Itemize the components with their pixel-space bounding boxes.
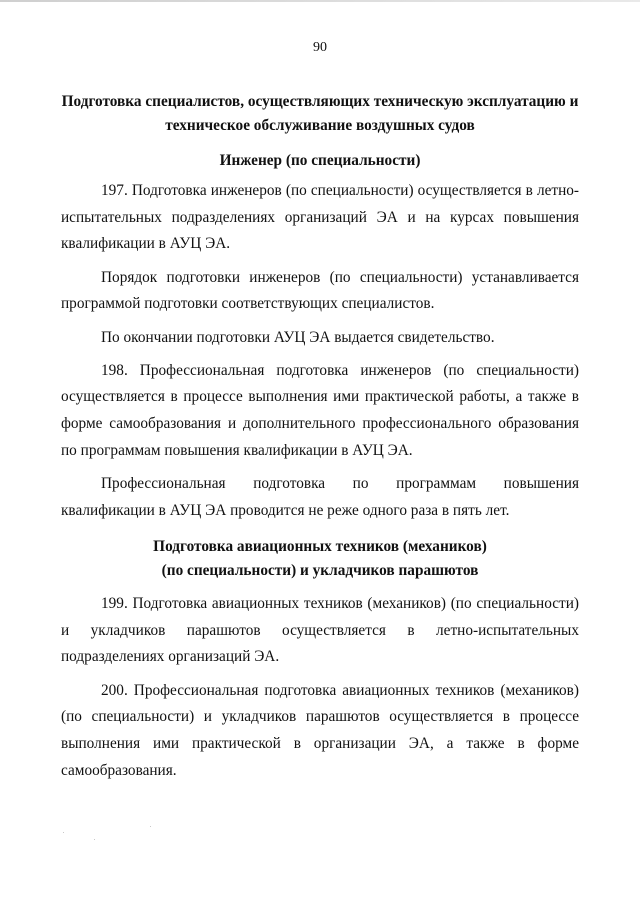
main-heading-line-2: техническое обслуживание воздушных судов <box>165 117 475 134</box>
section-heading-technicians-line-1: Подготовка авиационных техников (механиков) <box>153 538 487 555</box>
section-technicians-body <box>61 591 579 784</box>
paragraph-200: 200. Профессиональная подготовка авиационных техников (механиков) (по специальности) и укладчиков парашютов осуществляется в процессе выполнения ими практической в организации ЭА, а также в форме самообразования. <box>61 681 579 779</box>
paragraph-199: 199. Подготовка авиационных техников (механиков) (по специальности) и укладчиков парашютов осуществляется в летно-испытательных подразделениях организаций ЭА. <box>61 595 579 666</box>
paragraph-procedure: Порядок подготовки инженеров (по специальности) устанавливается программой подготовки соответствующих специалистов. <box>61 268 579 313</box>
paragraph-198: 198. Профессиональная подготовка инженеров (по специальности) осуществляется в процессе выполнения ими практической работы, а также в форме самообразования и дополнительного профессионального образования по программам повышения квалификации в АУЦ ЭА. <box>61 361 579 459</box>
section-engineer-body <box>61 178 579 524</box>
page-number: 90 <box>313 40 327 55</box>
scan-speck <box>94 839 95 840</box>
main-heading-line-1: Подготовка специалистов, осуществляющих техническую эксплуатацию и <box>61 93 579 110</box>
paragraph-certificate: По окончании подготовки АУЦ ЭА выдается свидетельство. <box>101 328 495 346</box>
section-heading-technicians <box>61 535 579 583</box>
paragraph-197: 197. Подготовка инженеров (по специальности) осуществляется в летно-испытательных подразделениях организаций ЭА и на курсах повышения квалификации в АУЦ ЭА. <box>61 182 579 253</box>
main-heading <box>61 90 579 138</box>
scan-edge-line <box>0 0 640 2</box>
scan-speck <box>150 826 151 827</box>
scan-speck <box>63 832 64 833</box>
section-heading-engineer <box>61 149 579 173</box>
section-heading-technicians-line-2: (по специальности) и укладчиков парашютов <box>161 562 479 579</box>
section-heading-engineer-text: Инженер (по специальности) <box>219 152 421 169</box>
paragraph-periodicity: Профессиональная подготовка по программам повышения квалификации в АУЦ ЭА проводится не реже одного раза в пять лет. <box>61 475 579 519</box>
